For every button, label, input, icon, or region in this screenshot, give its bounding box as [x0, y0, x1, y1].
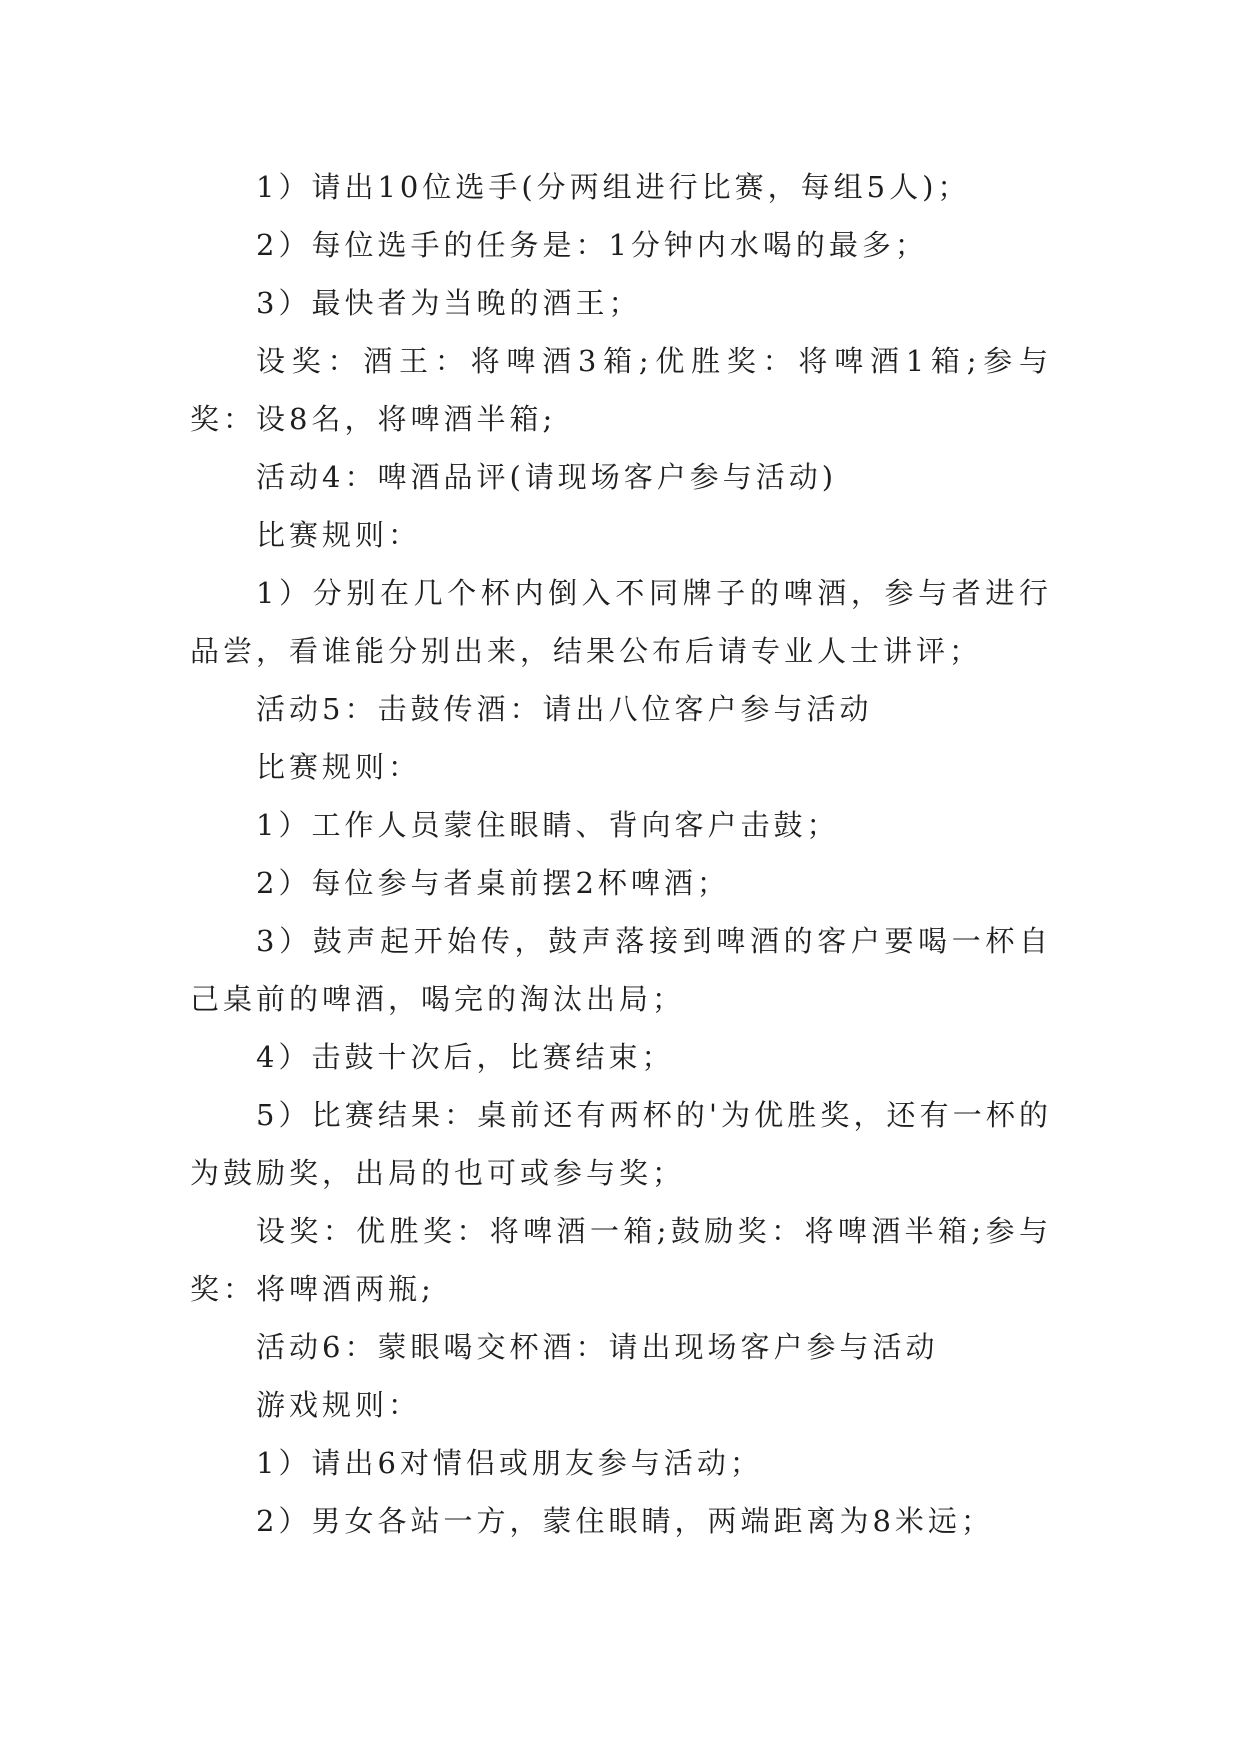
rule-item: 5）比赛结果：桌前还有两杯的'为优胜奖，还有一杯的为鼓励奖，出局的也可或参与奖；: [190, 1098, 1052, 1190]
rule-item: 3）最快者为当晚的酒王；: [256, 286, 642, 320]
rule-item: 1）请出10位选手(分两组进行比赛，每组5人)；: [256, 170, 971, 204]
rule-item: 3）鼓声起开始传，鼓声落接到啤酒的客户要喝一杯自己桌前的啤酒，喝完的淘汰出局；: [190, 924, 1052, 1016]
rule-item: 2）每位参与者桌前摆2杯啤酒；: [256, 866, 730, 900]
prize-paragraph: 设奖：酒王：将啤酒3箱;优胜奖：将啤酒1箱;参与奖：设8名，将啤酒半箱;: [190, 344, 1052, 436]
rule-item: 2）每位选手的任务是：1分钟内水喝的最多；: [256, 228, 928, 262]
rule-item: 1）分别在几个杯内倒入不同牌子的啤酒，参与者进行品尝，看谁能分别出来，结果公布后请专业人士讲评；: [190, 576, 1052, 668]
rule-item: 1）工作人员蒙住眼睛、背向客户击鼓；: [256, 808, 840, 842]
rule-item: 4）击鼓十次后，比赛结束；: [256, 1040, 675, 1074]
rule-item: 2）男女各站一方，蒙住眼睛，两端距离为8米远；: [256, 1504, 994, 1538]
rule-item: 1）请出6对情侣或朋友参与活动；: [256, 1446, 763, 1480]
document-body: [190, 158, 1052, 1550]
activity-heading: 活动4：啤酒品评(请现场客户参与活动): [256, 460, 838, 494]
prize-paragraph: 设奖：优胜奖：将啤酒一箱;鼓励奖：将啤酒半箱;参与奖：将啤酒两瓶;: [190, 1214, 1052, 1306]
rules-heading: 比赛规则：: [256, 750, 422, 784]
activity-heading: 活动5：击鼓传酒：请出八位客户参与活动: [256, 692, 873, 726]
rules-heading: 游戏规则：: [256, 1388, 422, 1422]
activity-heading: 活动6：蒙眼喝交杯酒：请出现场客户参与活动: [256, 1330, 939, 1364]
rules-heading: 比赛规则：: [256, 518, 422, 552]
